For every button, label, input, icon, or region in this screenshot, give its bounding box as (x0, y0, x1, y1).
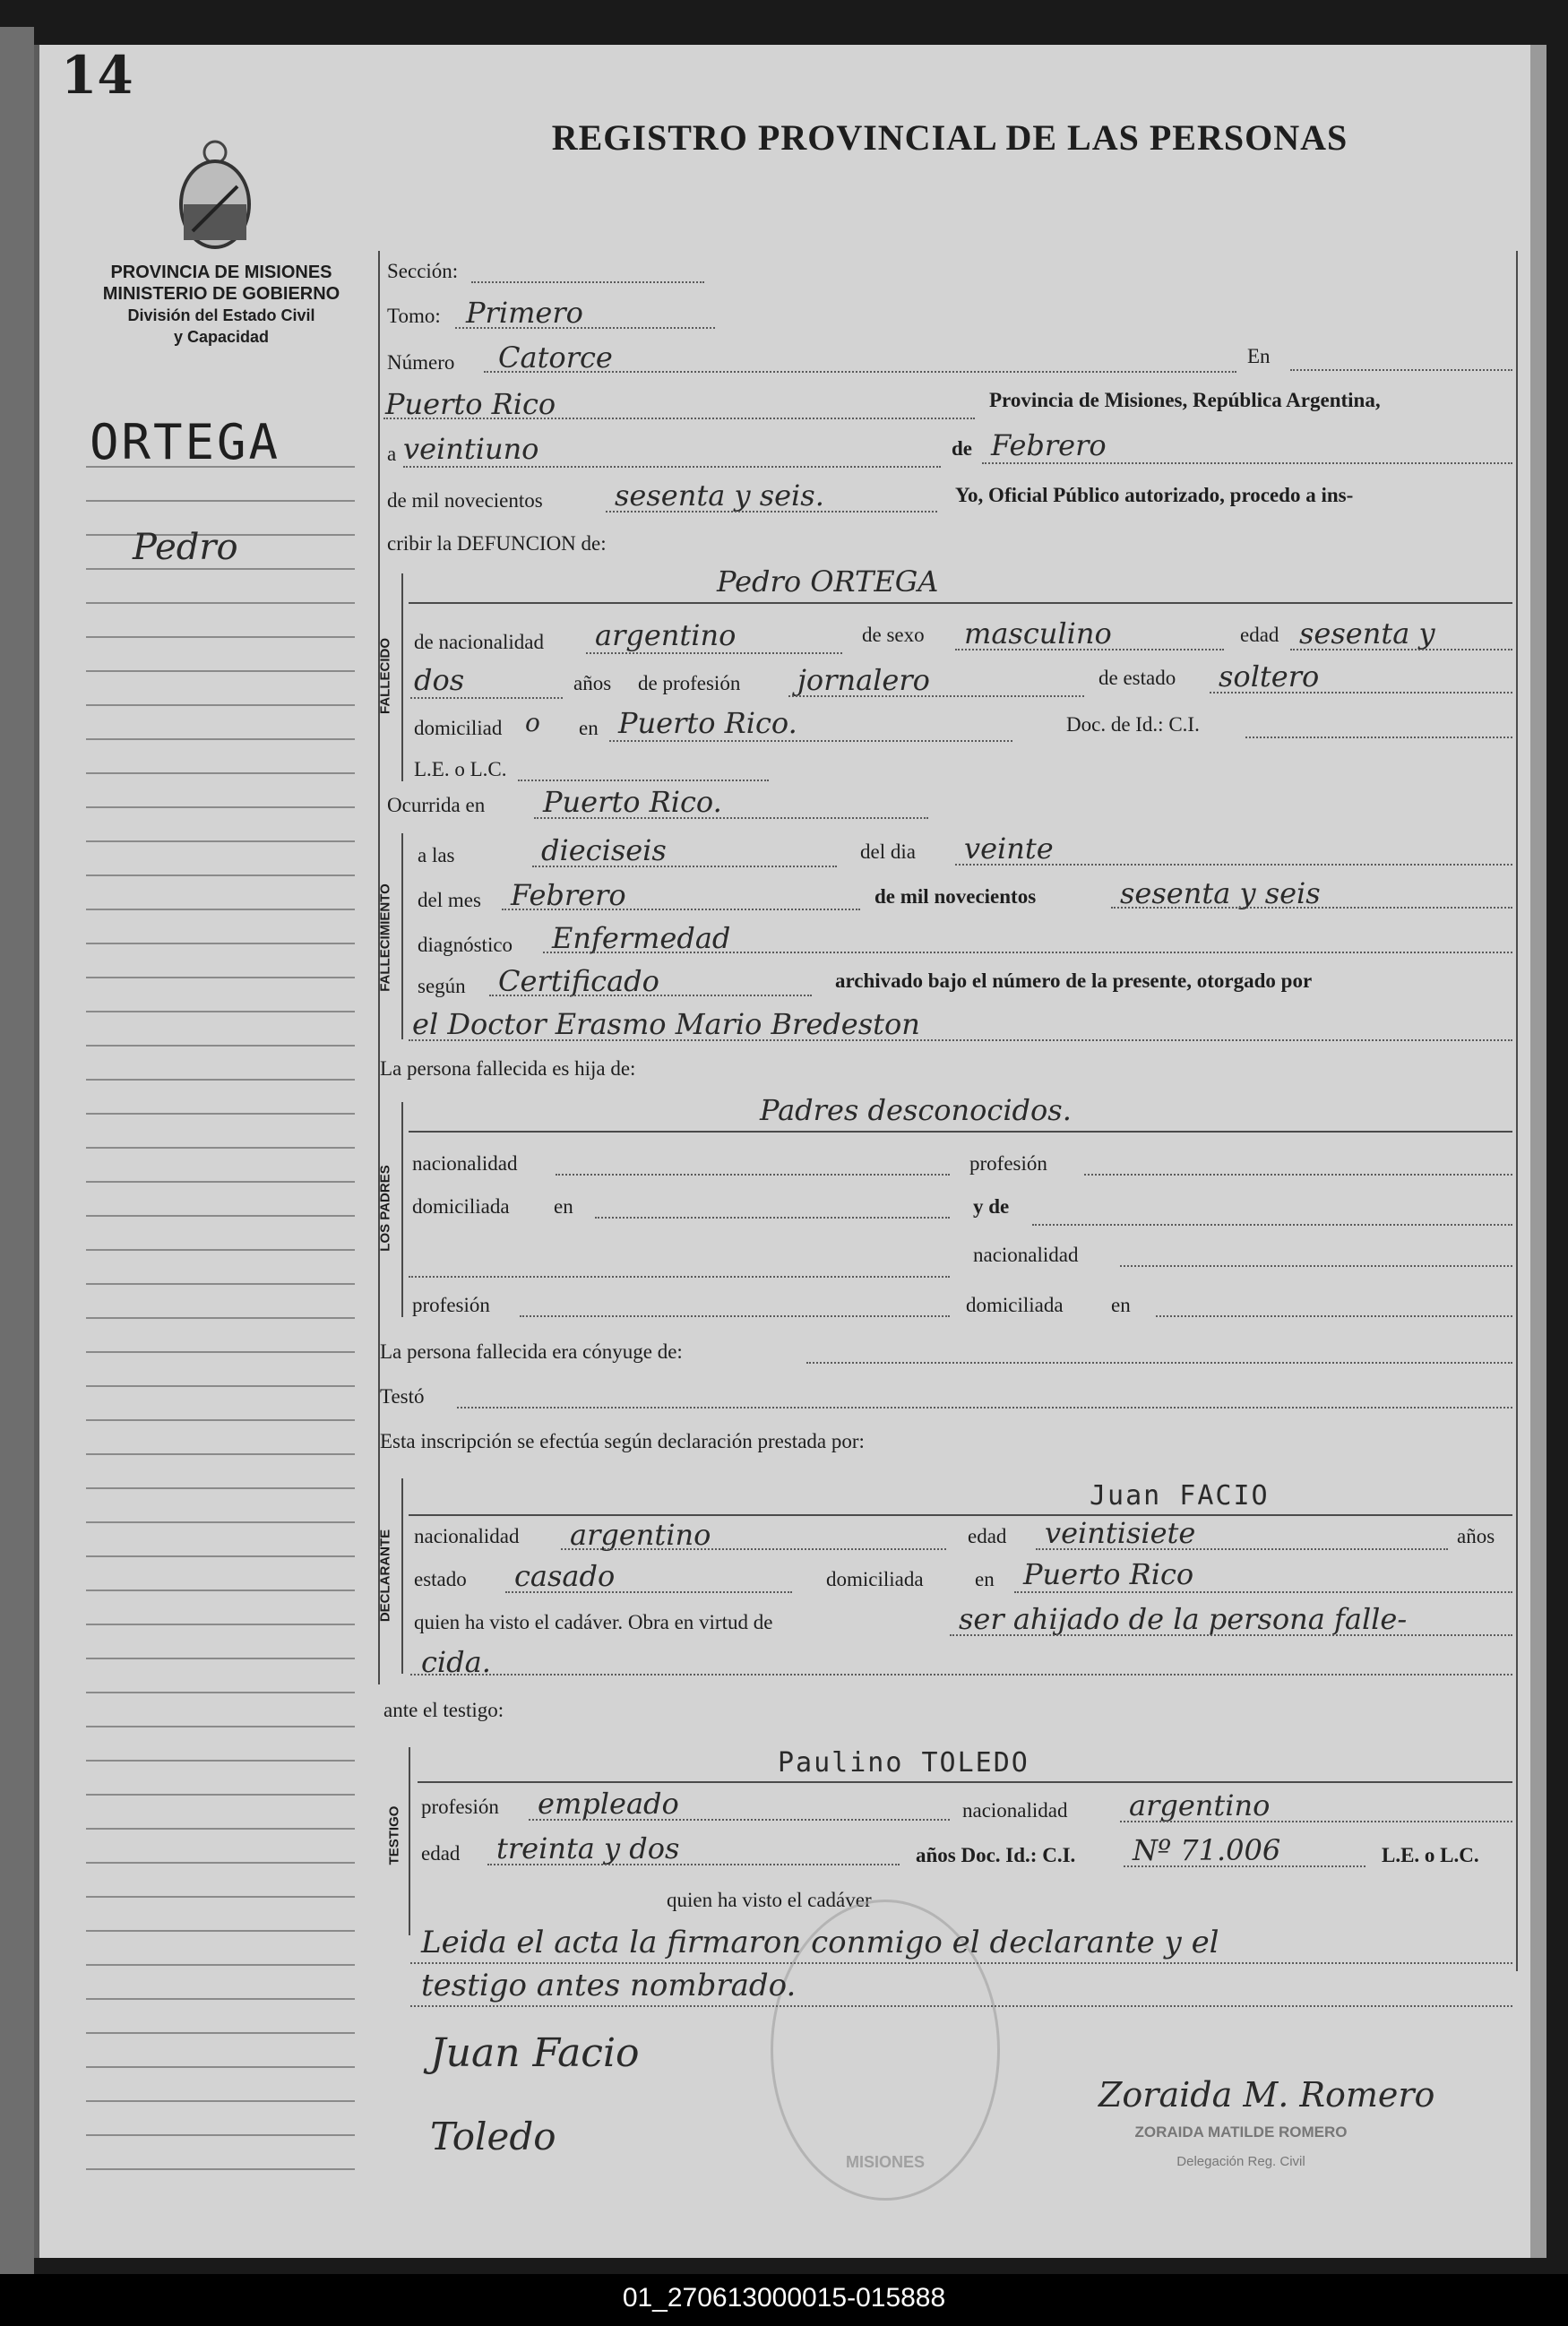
margin-rule (86, 1828, 355, 1830)
declarante-en-label: en (975, 1568, 995, 1590)
padres-profesion-line (1084, 1174, 1512, 1176)
margin-rule (86, 772, 355, 774)
testigo-name-line (418, 1781, 1512, 1783)
margin-rule (86, 874, 355, 876)
year-prefix: de mil novecientos (387, 489, 543, 512)
testigo-visto-label: quien ha visto el cadáver (667, 1889, 872, 1911)
segun-label: según (418, 975, 466, 997)
declarante-visto-value-1: ser ahijado de la persona falle- (959, 1602, 1408, 1636)
margin-rule (86, 1215, 355, 1217)
fallecido-edad-value-1: sesenta y (1299, 616, 1435, 650)
book-binding (0, 27, 34, 2276)
margin-given-name: Pedro (133, 527, 238, 568)
fallecido-profesion-label: de profesión (638, 672, 741, 694)
margin-rule (86, 1964, 355, 1966)
testigo-doc-line (1124, 1865, 1366, 1867)
declarante-section-label: DECLARANTE (377, 1529, 393, 1623)
margin-rule (86, 568, 355, 570)
ocurrida-line (534, 817, 928, 819)
officer-stamp-office: Delegación Reg. Civil (1176, 2154, 1305, 2169)
margin-rule (86, 1555, 355, 1557)
margin-rule (86, 1589, 355, 1591)
padres-domiciliada2-line (1156, 1315, 1512, 1317)
margin-rule (86, 977, 355, 978)
del-mes-line (502, 909, 860, 910)
declarante-anos-label: años (1457, 1525, 1495, 1547)
padres-y-de-line (1032, 1224, 1512, 1226)
month-line (982, 462, 1512, 464)
padres-profesion2-line (520, 1315, 950, 1317)
ocurrida-value: Puerto Rico. (543, 785, 722, 819)
a-las-line (532, 866, 837, 867)
padres-section-label: LOS PADRES (377, 1165, 393, 1252)
margin-rule (86, 1181, 355, 1183)
declarante-edad-label: edad (968, 1525, 1007, 1547)
seccion-label: Sección: (387, 260, 459, 282)
margin-rule (86, 1453, 355, 1455)
closing-line-2: testigo antes nombrado. (421, 1968, 797, 2003)
margin-rule (86, 2100, 355, 2102)
a-label: a (387, 443, 397, 465)
padres-blank-line (409, 1276, 950, 1278)
margin-rule (86, 1930, 355, 1932)
declarante-visto-line-2 (410, 1674, 1512, 1676)
en-line (1290, 369, 1512, 371)
declarante-nacionalidad-value: argentino (570, 1518, 711, 1552)
a-las-value: dieciseis (541, 833, 667, 867)
padres-domiciliada-label: domiciliada (412, 1195, 510, 1218)
estado-label: de estado (1098, 667, 1176, 689)
margin-rule (86, 670, 355, 672)
coat-of-arms-icon (175, 133, 255, 258)
testigo-bracket (409, 1747, 410, 1935)
declarante-estado-line (505, 1591, 792, 1593)
page-number: 14 (61, 45, 134, 106)
estado-value: soltero (1219, 659, 1320, 693)
fallecido-nacionalidad-label: de nacionalidad (414, 631, 544, 653)
margin-rule (86, 704, 355, 706)
margin-rule (86, 1862, 355, 1864)
margin-rule (86, 1692, 355, 1693)
doctor-line (409, 1039, 1512, 1041)
deceased-name: Pedro ORTEGA (717, 564, 939, 599)
officer-text: Yo, Oficial Público autorizado, procedo a ins- (955, 484, 1354, 506)
agency-capacity: y Capacidad (173, 328, 270, 346)
signature-testigo: Toledo (430, 2115, 556, 2158)
fallecido-section-label: FALLECIDO (377, 638, 393, 714)
margin-rule (86, 1896, 355, 1898)
margin-rule (86, 2134, 355, 2136)
fallecimiento-year-line (1111, 907, 1512, 909)
padres-domiciliada2-label: domiciliada (966, 1294, 1064, 1316)
doctor-value: el Doctor Erasmo Mario Bredeston (412, 1007, 920, 1041)
del-mes-value: Febrero (511, 878, 626, 912)
testigo-edad-label: edad (421, 1842, 461, 1865)
estado-line (1210, 692, 1512, 693)
signature-declarante: Juan Facio (430, 2030, 640, 2076)
padres-names-value: Padres desconocidos. (760, 1093, 1072, 1127)
testigo-nacionalidad-line (1120, 1821, 1512, 1822)
closing-line-1-rule (410, 1962, 1512, 1964)
numero-line (484, 371, 1236, 373)
sexo-line (955, 649, 1224, 650)
padres-nacionalidad-line (556, 1174, 950, 1176)
year-line (606, 511, 937, 513)
sexo-label: de sexo (862, 624, 925, 646)
declarante-estado-label: estado (414, 1568, 467, 1590)
margin-rule (86, 636, 355, 638)
margin-rule (86, 1079, 355, 1081)
declarante-domicilio-line (1014, 1591, 1512, 1593)
de-label: de (952, 437, 972, 460)
seccion-line (471, 281, 704, 283)
segun-line (489, 995, 812, 996)
margin-surname: ORTEGA (90, 414, 281, 470)
testigo-le-lc-label: L.E. o L.C. (1382, 1844, 1479, 1866)
diagnostico-line (543, 952, 1512, 953)
declarante-visto-label: quien ha visto el cadáver. Obra en virtud de (414, 1611, 773, 1633)
del-dia-value: veinte (964, 831, 1054, 866)
declarante-bracket (401, 1478, 403, 1674)
declarante-domiciliada-label: domiciliada (826, 1568, 924, 1590)
fallecimiento-bracket (401, 833, 403, 1039)
fallecido-profesion-value: jornalero (797, 663, 930, 697)
declarante-estado-value: casado (514, 1559, 616, 1593)
testigo-name: Paulino TOLEDO (778, 1747, 1030, 1779)
padres-nacionalidad-label: nacionalidad (412, 1152, 518, 1175)
sexo-value: masculino (964, 616, 1112, 650)
agency-division: División del Estado Civil (127, 306, 315, 324)
margin-rule (86, 1419, 355, 1421)
diagnostico-label: diagnóstico (418, 934, 513, 956)
margin-rule (86, 1521, 355, 1523)
fallecido-edad-line (1290, 649, 1512, 650)
margin-rule (86, 1351, 355, 1353)
declarante-name-line (409, 1514, 1512, 1516)
fallecido-nacionalidad-line (586, 652, 842, 654)
doc-line (1245, 737, 1512, 738)
segun-value: Certificado (498, 964, 659, 998)
testigo-edad-line (487, 1864, 900, 1865)
padres-en-label: en (554, 1195, 573, 1218)
le-lc-label: L.E. o L.C. (414, 758, 507, 780)
margin-rule (86, 2032, 355, 2034)
margin-rule (86, 909, 355, 910)
del-dia-label: del dia (860, 840, 916, 863)
fallecimiento-year-label: de mil novecientos (874, 885, 1037, 908)
testigo-profesion-label: profesión (421, 1796, 499, 1818)
padres-profesion-label: profesión (969, 1152, 1047, 1175)
fallecido-edad-line-2 (410, 697, 563, 699)
margin-rule (86, 1658, 355, 1659)
numero-label: Número (387, 351, 455, 374)
margin-rule (86, 1147, 355, 1149)
margin-rule (86, 1283, 355, 1285)
place-line (383, 418, 975, 419)
padres-names-line (409, 1131, 1512, 1133)
del-mes-label: del mes (418, 889, 481, 911)
en-label: En (1247, 345, 1271, 367)
domicilio-value: Puerto Rico. (618, 706, 797, 740)
fallecido-profesion-line (788, 695, 1084, 697)
margin-rule (86, 500, 355, 502)
declarante-nacionalidad-label: nacionalidad (414, 1525, 520, 1547)
padres-domiciliada-line (595, 1217, 950, 1219)
fallecimiento-year-value: sesenta y seis (1120, 876, 1321, 910)
signature-oficial: Zoraida M. Romero (1098, 2075, 1435, 2115)
domicilio-en-label: en (579, 717, 599, 739)
doc-label: Doc. de Id.: C.I. (1066, 713, 1200, 736)
margin-rule (86, 1249, 355, 1251)
padres-nacionalidad2-line (1120, 1265, 1512, 1267)
margin-rule (86, 943, 355, 944)
testigo-nacionalidad-value: argentino (1129, 1788, 1271, 1822)
testigo-doc-label: años Doc. Id.: C.I. (916, 1844, 1076, 1866)
margin-rule (86, 1487, 355, 1489)
declarante-name: Juan FACIO (1090, 1480, 1270, 1512)
fallecido-nacionalidad-value: argentino (595, 618, 737, 652)
margin-rule (86, 1113, 355, 1115)
footer-bar (0, 2274, 1568, 2326)
numero-value: Catorce (498, 340, 613, 375)
year-value: sesenta y seis. (615, 478, 824, 513)
place-value: Puerto Rico (385, 387, 556, 421)
margin-rule (86, 1317, 355, 1319)
a-las-label: a las (418, 844, 455, 866)
document-title: REGISTRO PROVINCIAL DE LAS PERSONAS (551, 117, 1348, 158)
margin-rule (86, 1045, 355, 1047)
inscribe-text: cribir la DEFUNCION de: (387, 532, 607, 555)
margin-rule (86, 1011, 355, 1012)
margin-rule (86, 1624, 355, 1625)
agency-block (73, 262, 369, 348)
margin-rule (86, 840, 355, 842)
margin-rule (86, 2168, 355, 2170)
agency-province: PROVINCIA DE MISIONES (110, 263, 332, 282)
day-value: veintiuno (403, 432, 539, 466)
testigo-nacionalidad-label: nacionalidad (962, 1799, 1068, 1822)
diagnostico-value: Enfermedad (552, 921, 731, 955)
margin-rule (86, 806, 355, 808)
fallecido-bracket (401, 573, 403, 781)
fallecimiento-section-label: FALLECIMIENTO (377, 883, 393, 992)
ante-testigo-label: ante el testigo: (383, 1699, 504, 1721)
domicilio-label: domiciliad (414, 717, 503, 739)
closing-line-1: Leida el acta la firmaron conmigo el declarante y el (421, 1925, 1219, 1960)
margin-rule (86, 1760, 355, 1762)
margin-rule (86, 2066, 355, 2068)
archivado-text: archivado bajo el número de la presente, otorgado por (835, 969, 1313, 992)
declarante-edad-line (1036, 1548, 1448, 1550)
tomo-value: Primero (466, 296, 583, 330)
anos-label: años (573, 672, 612, 694)
officer-stamp-name: ZORAIDA MATILDE ROMERO (1134, 2124, 1348, 2141)
footer-id: 01_270613000015-015888 (622, 2283, 946, 2313)
officer-stamp-block (1039, 2124, 1443, 2169)
margin-rule (86, 1794, 355, 1796)
margin-rule (86, 602, 355, 604)
domicilio-suffix: o (525, 708, 540, 737)
province-text: Provincia de Misiones, República Argentina, (989, 389, 1381, 411)
testigo-profesion-value: empleado (538, 1787, 679, 1821)
del-dia-line (955, 864, 1512, 866)
domicilio-line (609, 740, 1012, 742)
declarante-domicilio-value: Puerto Rico (1023, 1557, 1194, 1591)
seal-text: MISIONES (845, 2153, 925, 2171)
fallecido-edad-value-2: dos (414, 663, 465, 697)
testigo-doc-value: Nº 71.006 (1133, 1833, 1281, 1867)
padres-en2-label: en (1111, 1294, 1131, 1316)
form-right-border (1516, 251, 1518, 1971)
declarante-visto-line-1 (950, 1634, 1512, 1636)
testo-label: Testó (380, 1385, 425, 1408)
margin-rule (86, 1385, 355, 1387)
month-value: Febrero (991, 428, 1107, 462)
conyuge-line (806, 1362, 1512, 1364)
testigo-profesion-line (529, 1819, 950, 1821)
tomo-label: Tomo: (387, 305, 441, 327)
deceased-name-line (409, 602, 1512, 604)
margin-rule (86, 1998, 355, 2000)
le-lc-line (518, 780, 769, 781)
declarante-edad-value: veintisiete (1045, 1516, 1196, 1550)
tomo-line (455, 327, 715, 329)
closing-line-2-rule (410, 2005, 1512, 2007)
declaracion-label: Esta inscripción se efectúa según declaración prestada por: (380, 1430, 865, 1452)
testo-line (457, 1407, 1512, 1409)
ocurrida-label: Ocurrida en (387, 794, 486, 816)
testigo-edad-value: treinta y dos (496, 1831, 680, 1865)
declarante-visto-value-2: cida. (421, 1645, 491, 1679)
padres-intro: La persona fallecida es hija de: (380, 1057, 636, 1080)
margin-rule (86, 738, 355, 740)
margin-rule (86, 1726, 355, 1727)
declarante-nacionalidad-line (561, 1548, 946, 1550)
conyuge-label: La persona fallecida era cónyuge de: (380, 1340, 683, 1363)
padres-profesion2-label: profesión (412, 1294, 490, 1316)
padres-nacionalidad2-label: nacionalidad (973, 1244, 1079, 1266)
testigo-section-label: TESTIGO (386, 1805, 402, 1865)
fallecido-edad-label: edad (1240, 624, 1279, 646)
padres-bracket (401, 1102, 403, 1317)
padres-y-de-label: y de (973, 1195, 1010, 1218)
day-line (403, 466, 941, 468)
agency-ministry: MINISTERIO DE GOBIERNO (102, 284, 340, 304)
